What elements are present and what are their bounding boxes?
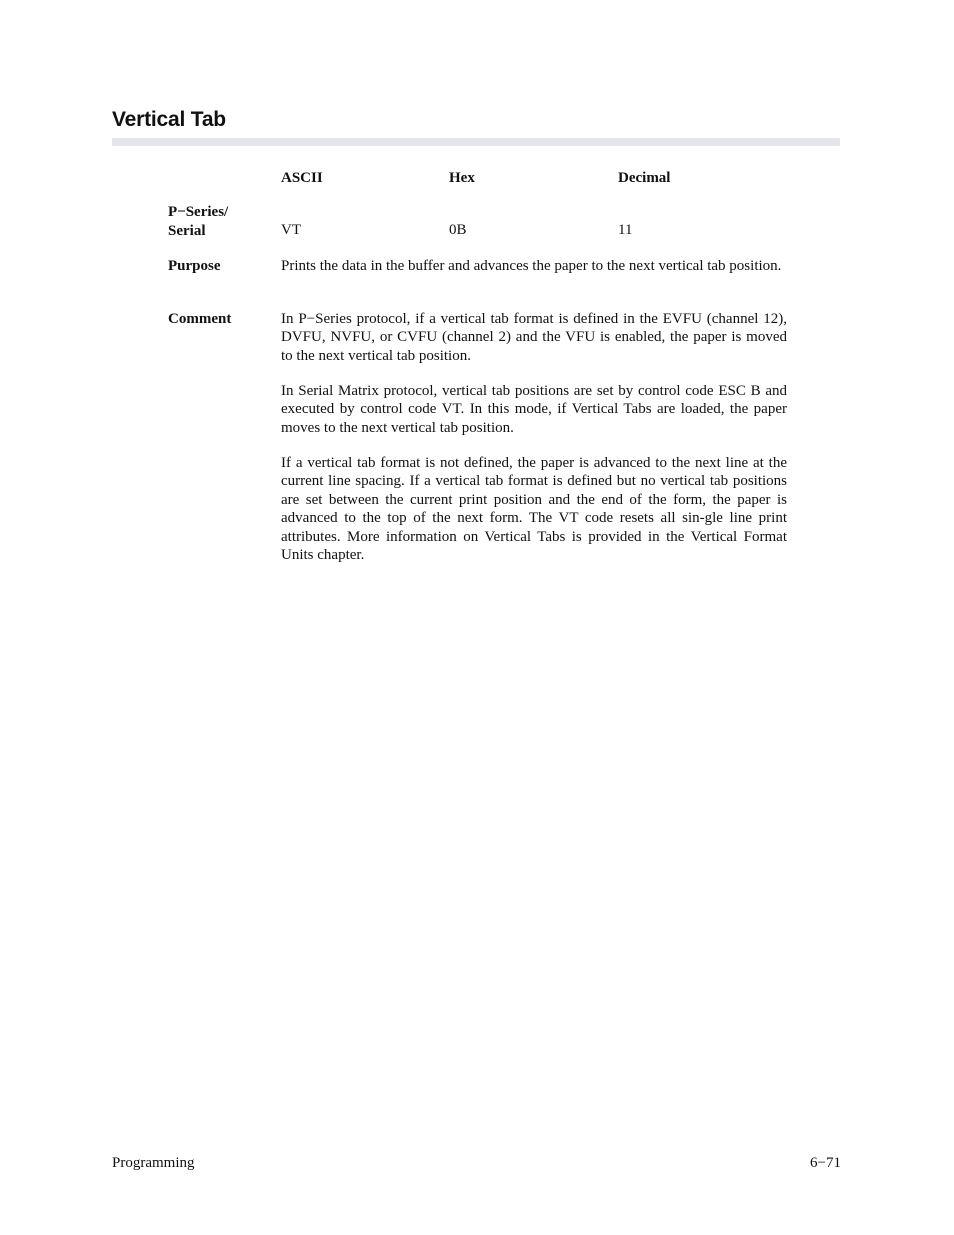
protocol-label-line1: P−Series/ xyxy=(168,204,229,220)
column-header-decimal: Decimal xyxy=(618,170,671,186)
hex-value: 0B xyxy=(449,222,467,238)
purpose-text: Prints the data in the buffer and advances the paper to the next vertical tab position. xyxy=(281,258,782,274)
footer-section-name: Programming xyxy=(112,1155,195,1171)
comment-paragraph-2: In Serial Matrix protocol, vertical tab positions are set by control code ESC B and executed by control code VT. In this mode, if Vertical Tabs are loaded, the paper moves to the next vertical tab position. xyxy=(281,383,787,436)
column-header-ascii: ASCII xyxy=(281,170,323,186)
comment-paragraph-3: If a vertical tab format is not defined, the paper is advanced to the next line at the current line spacing. If a vertical tab format is defined but no vertical tab positions are set between the current print position and the end of the form, the paper is advanced to the top of the next form. The VT code resets all sin-gle line print attributes. More information on Vertical Tabs is provided in the Vertical Format Units chapter. xyxy=(281,455,787,564)
page-title: Vertical Tab xyxy=(112,108,226,131)
protocol-label xyxy=(168,203,228,241)
title-divider xyxy=(112,138,840,146)
decimal-value: 11 xyxy=(618,222,633,238)
ascii-value: VT xyxy=(281,222,301,238)
purpose-label: Purpose xyxy=(168,258,221,274)
protocol-label-line2: Serial xyxy=(168,223,206,239)
comment-paragraph-1: In P−Series protocol, if a vertical tab format is defined in the EVFU (channel 12), DVFU, NVFU, or CVFU (channel 2) and the VFU is enabled, the paper is moved to the next vertical tab position. xyxy=(281,311,787,364)
footer-page-number: 6−71 xyxy=(810,1155,841,1171)
column-header-hex: Hex xyxy=(449,170,475,186)
comment-label: Comment xyxy=(168,311,232,327)
